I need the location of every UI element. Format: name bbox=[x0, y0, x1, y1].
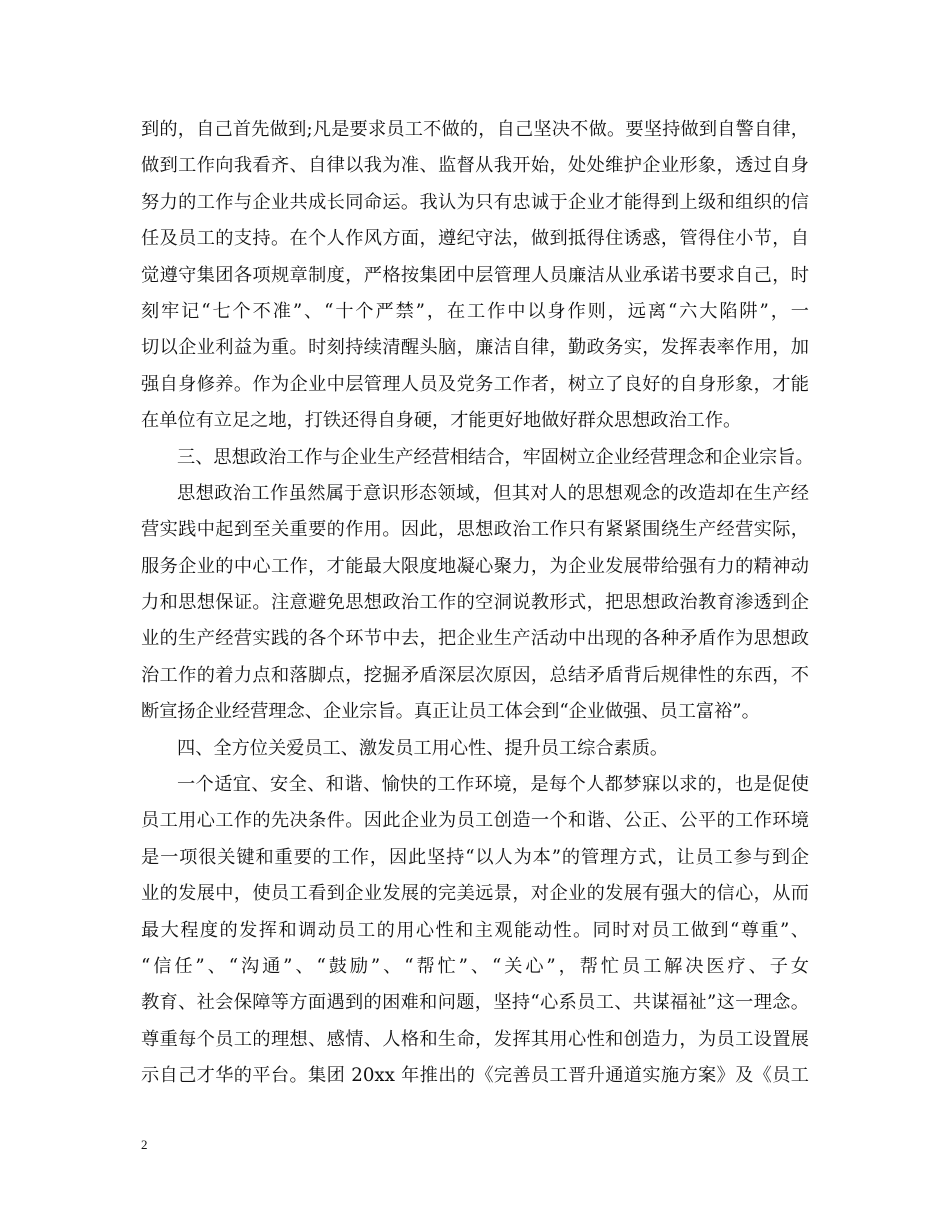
document-body bbox=[141, 112, 814, 1095]
text-line: 断宣扬企业经营理念、企业宗旨。真正让员工体会到“企业做强、员工富裕”。 bbox=[141, 701, 760, 723]
text-line: “信任”、“沟通”、“鼓励”、“帮忙”、“关心”，帮忙员工解决医疗、子女 bbox=[141, 955, 809, 977]
text-line: 最大程度的发挥和调动员工的用心性和主观能动性。同时对员工做到“尊重”、 bbox=[141, 919, 809, 941]
text-line: 做到工作向我看齐、自律以我为准、监督从我开始，处处维护企业形象，透过自身 bbox=[141, 155, 809, 177]
text-line: 四、全方位关爱员工、激发员工用心性、提升员工综合素质。 bbox=[177, 737, 669, 759]
text-line: 示自己才华的平台。集团 20xx 年推出的《完善员工晋升通道实施方案》及《员工 bbox=[141, 1065, 809, 1087]
text-line: 三、思想政治工作与企业生产经营相结合，牢固树立企业经营理念和企业宗旨。 bbox=[177, 446, 814, 468]
text-line: 切以企业利益为重。时刻持续清醒头脑，廉洁自律，勤政务实，发挥表率作用，加 bbox=[141, 337, 809, 359]
text-line: 到的，自己首先做到;凡是要求员工不做的，自己坚决不做。要坚持做到自警自律， bbox=[141, 119, 809, 140]
text-line: 是一项很关键和重要的工作，因此坚持“以人为本”的管理方式，让员工参与到企 bbox=[141, 846, 809, 868]
text-line: 觉遵守集团各项规章制度，严格按集团中层管理人员廉洁从业承诺书要求自己，时 bbox=[141, 264, 809, 286]
text-line: 教育、社会保障等方面遇到的困难和问题，坚持“心系员工、共谋福祉”这一理念。 bbox=[141, 992, 809, 1014]
text-line: 业的生产经营实践的各个环节中去，把企业生产活动中出现的各种矛盾作为思想政 bbox=[141, 628, 809, 650]
text-line: 思想政治工作虽然属于意识形态领域，但其对人的思想观念的改造却在生产经 bbox=[177, 482, 809, 504]
text-line: 任及员工的支持。在个人作风方面，遵纪守法，做到抵得住诱惑，管得住小节，自 bbox=[141, 228, 809, 250]
text-line: 力和思想保证。注意避免思想政治工作的空洞说教形式，把思想政治教育渗透到企 bbox=[141, 592, 809, 614]
text-line: 治工作的着力点和落脚点，挖掘矛盾深层次原因，总结矛盾背后规律性的东西，不 bbox=[141, 664, 809, 686]
text-line: 尊重每个员工的理想、感情、人格和生命，发挥其用心性和创造力，为员工设置展 bbox=[141, 1028, 809, 1050]
text-line: 一个适宜、安全、和谐、愉快的工作环境，是每个人都梦寐以求的，也是促使 bbox=[177, 774, 809, 796]
text-line: 营实践中起到至关重要的作用。因此，思想政治工作只有紧紧围绕生产经营实际， bbox=[141, 519, 809, 541]
text-line: 服务企业的中心工作，才能最大限度地凝心聚力，为企业发展带给强有力的精神动 bbox=[141, 555, 809, 577]
page-number: 2 bbox=[141, 1137, 148, 1152]
text-line: 强自身修养。作为企业中层管理人员及党务工作者，树立了良好的自身形象，才能 bbox=[141, 373, 809, 395]
text-line: 刻牢记“七个不准”、“十个严禁”，在工作中以身作则，远离“六大陷阱”，一 bbox=[141, 300, 809, 322]
text-line: 在单位有立足之地，打铁还得自身硬，才能更好地做好群众思想政治工作。 bbox=[141, 410, 742, 432]
text-line: 努力的工作与企业共成长同命运。我认为只有忠诚于企业才能得到上级和组织的信 bbox=[141, 191, 809, 213]
text-line: 业的发展中，使员工看到企业发展的完美远景，对企业的发展有强大的信心，从而 bbox=[141, 883, 809, 905]
text-line: 员工用心工作的先决条件。因此企业为员工创造一个和谐、公正、公平的工作环境 bbox=[141, 810, 809, 832]
